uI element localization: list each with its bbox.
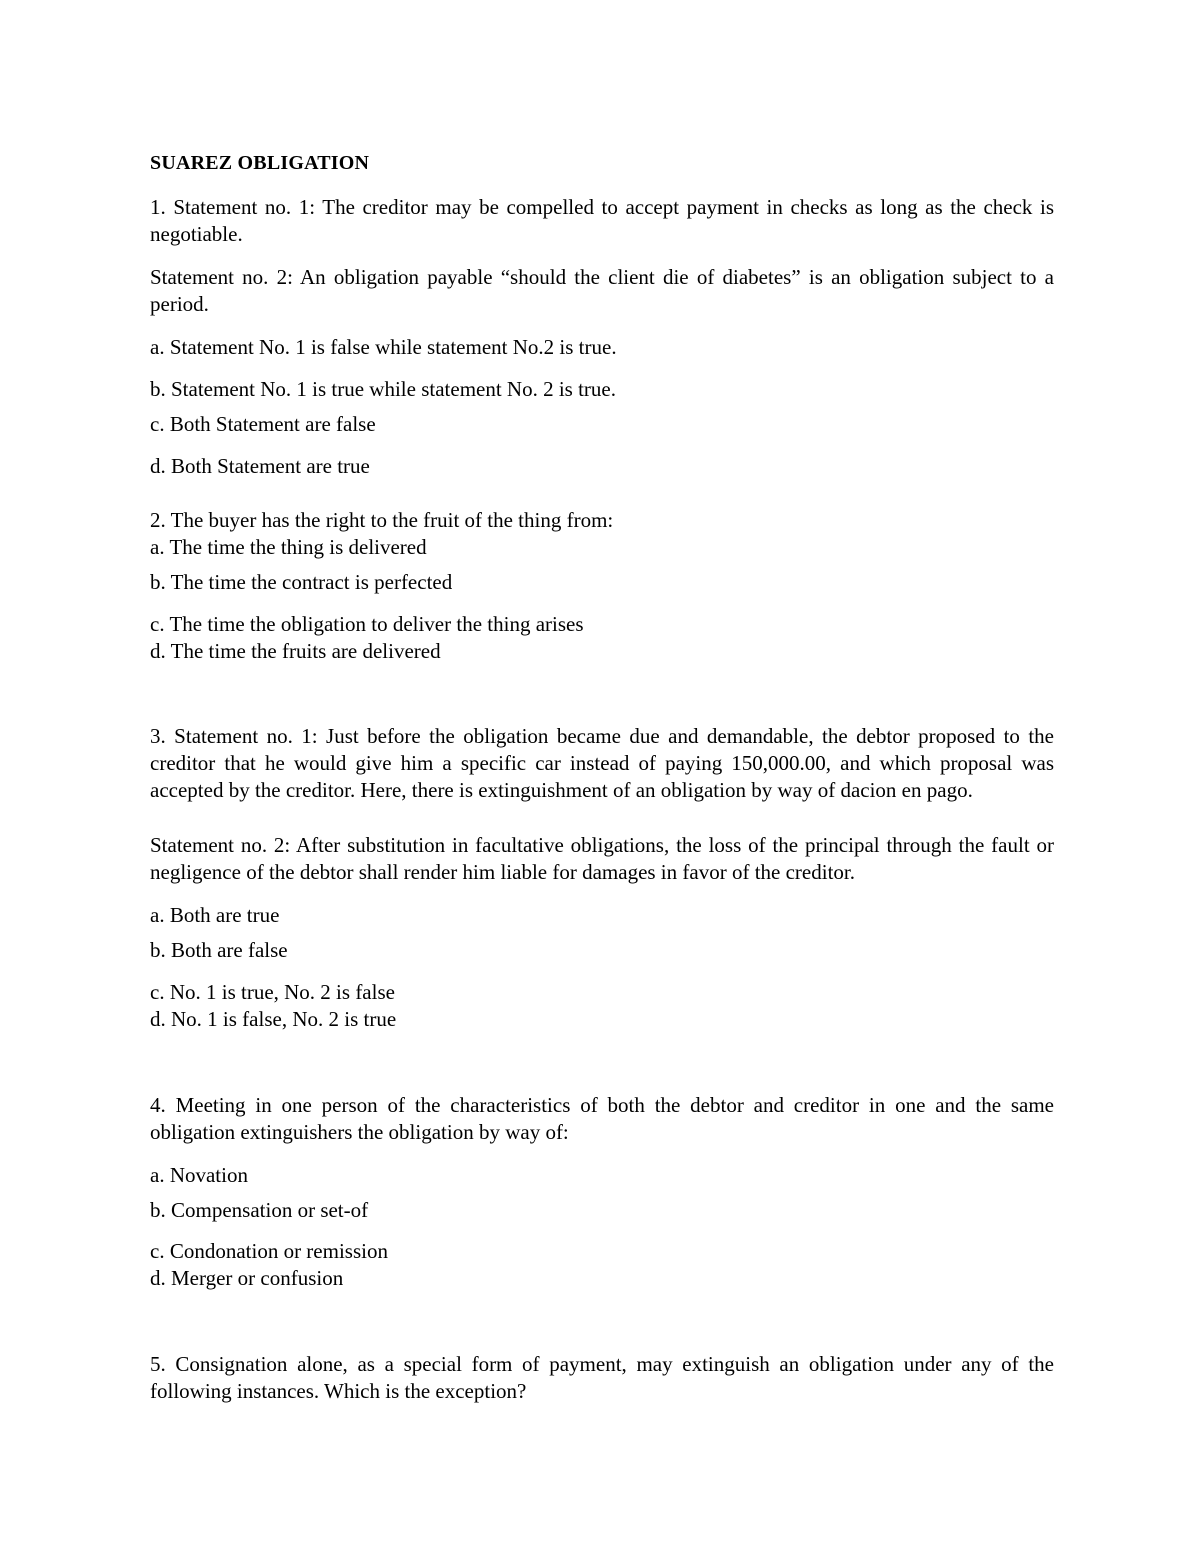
q4-option-c: c. Condonation or remission [150, 1239, 388, 1263]
q1-option-c: c. Both Statement are false [150, 412, 376, 436]
q3-statement-2: Statement no. 2: After substitution in facultative obligations, the loss of the principal through the fault or negligence of the debtor shall render him liable for damages in favor of the creditor. [150, 833, 1054, 884]
q4-question: 4. Meeting in one person of the characteristics of both the debtor and creditor in one and the same obligation extinguishers the obligation by way of: [150, 1093, 1054, 1144]
q4-option-d: d. Merger or confusion [150, 1266, 344, 1290]
q3-statement-1: 3. Statement no. 1: Just before the obligation became due and demandable, the debtor proposed to the creditor that he would give him a specific car instead of paying 150,000.00, and which proposal was accepted by the creditor. Here, there is extinguishment of an obligation by way of dacion en pago. [150, 724, 1054, 802]
q3-option-b: b. Both are false [150, 938, 288, 962]
q2-question: 2. The buyer has the right to the fruit of the thing from: [150, 508, 614, 532]
q2-option-d: d. The time the fruits are delivered [150, 639, 441, 663]
q1-option-a: a. Statement No. 1 is false while statement No.2 is true. [150, 335, 617, 359]
q1-statement-1: 1. Statement no. 1: The creditor may be compelled to accept payment in checks as long as the check is negotiable. [150, 195, 1054, 246]
q2-option-c: c. The time the obligation to deliver the thing arises [150, 612, 584, 636]
q1-statement-2: Statement no. 2: An obligation payable “should the client die of diabetes” is an obligation subject to a period. [150, 265, 1054, 316]
q5-question: 5. Consignation alone, as a special form of payment, may extinguish an obligation under any of the following instances. Which is the exception? [150, 1352, 1054, 1403]
q1-option-d: d. Both Statement are true [150, 454, 370, 478]
q1-option-b: b. Statement No. 1 is true while statement No. 2 is true. [150, 377, 616, 401]
q2-option-a: a. The time the thing is delivered [150, 535, 427, 559]
q3-option-c: c. No. 1 is true, No. 2 is false [150, 980, 395, 1004]
q4-option-a: a. Novation [150, 1163, 248, 1187]
q2-option-b: b. The time the contract is perfected [150, 570, 453, 594]
document-title: SUAREZ OBLIGATION [150, 152, 370, 174]
q4-option-b: b. Compensation or set-of [150, 1198, 369, 1222]
q3-option-d: d. No. 1 is false, No. 2 is true [150, 1007, 397, 1031]
q3-option-a: a. Both are true [150, 903, 280, 927]
